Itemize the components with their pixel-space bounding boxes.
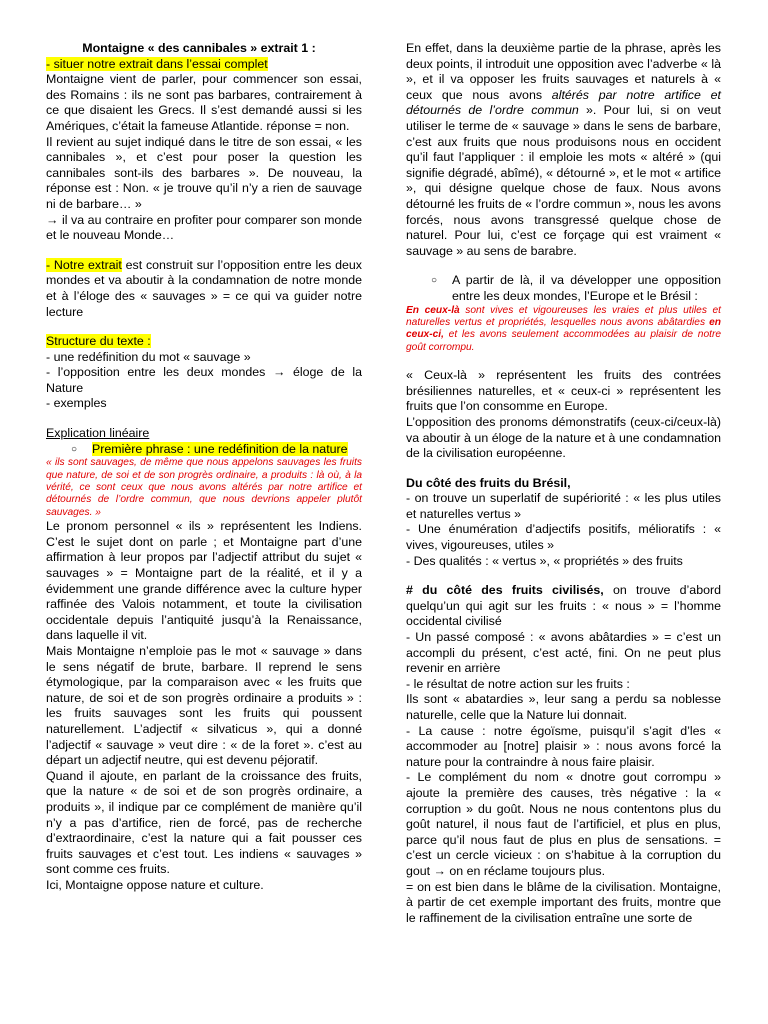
brazil-item: - Des qualités : « vertus », « propriétés » des fruits — [406, 553, 683, 568]
intro-paragraph-2: Il revient au sujet indiqué dans le titre de son essai, « les cannibales », et c’est pour poser la question les cannibales sont-ils des barbares ». De nouveau, la réponse est : Non. « je trouve qu’il n’y a rien de sauvage ni de barbare… » — [46, 134, 362, 211]
document-title: Montaigne « des cannibales » extrait 1 : — [82, 41, 316, 55]
brazil-item: - on trouve un superlatif de supériorité : « les plus utiles et naturelles vertus » — [406, 491, 721, 521]
civilised-item: Ils sont « abatardies », leur sang a perdu sa noblesse naturelle, celle que la Nature lui donnait. — [406, 692, 721, 722]
situate-heading: - situer notre extrait dans l’essai complet — [46, 56, 268, 71]
opposition-conclusion-paragraph: L’opposition des pronoms démonstratifs (ceux-ci/ceux-là) va aboutir à un éloge de la nature et à une condamnation de la civilisation européenne. — [406, 414, 721, 461]
analysis-paragraph-2: Mais Montaigne n’emploie pas le mot « sauvage » dans le sens négatif de brute, barbare. Il reprend le sens étymologique, par la comparaison avec « les fruits que nature, de soi et de son progrès ordinaire a produits » : les fruits sauvages sont les fruits qui poussent naturellement. L’adjectif « silvaticus », qui a donné l’adjectif « sauvage » veut dire : « de la foret ». c’est au départ un adjectif neutre, qui est devenu péjoratif. — [46, 644, 362, 768]
quote-2: En ceux-là sont vives et vigoureuses les vraies et plus utiles et naturelles vertus et propriétés, lesquelles nous avons abâtardies en ceux-ci, et les avons seulement accommodées au plaisir de notre goût corrompu. — [406, 304, 721, 353]
brazil-item: - Une énumération d’adjectifs positifs, mélioratifs : « vives, vigoureuses, utiles » — [406, 522, 721, 553]
brazil-heading: Du côté des fruits du Brésil, — [406, 475, 571, 490]
civilised-heading: # du côté des fruits civilisés, — [406, 583, 604, 598]
civilised-item: - Le complément du nom « dnotre gout corrompu » ajoute la première des causes, très négative : la « corruption » du goût. Nous ne nous contentons plus du goût naturel, il nous faut de l’artificiel, et plus en plus, parce qu’il nous faut de plus en plus de sensations. = c’est un cercle vicieux : on s’habitue à la corruption du gout → on en réclame toujours plus. — [406, 770, 721, 878]
civilised-item: - Un passé composé : « avons abâtardies » = c’est un accompli du présent, c’est acté, fini. On ne peut plus revenir en arrière — [406, 630, 721, 676]
circle-bullet-icon: ○ — [71, 443, 78, 455]
civilised-item: = on est bien dans le blâme de la civilisation. Montaigne, à partir de cet exemple important des fruits, montre que le raffinement de la civilisation entraîne une sorte de — [406, 879, 721, 925]
analysis-paragraph-3: Quand il ajoute, en parlant de la croissance des fruits, que la nature « de soi et de son progrès ordinaire, a produits », il indique par ce complément de manière qu’il n’y a pas d’artifice, rien de forcé, pas de recherche d’extraordinaire, c’est la nature qui a fait pousser ces fruits sauvages et c’est tout. Les indiens « sauvages » sont comme ces fruits. — [46, 768, 362, 877]
civilised-item: - le résultat de notre action sur les fruits : — [406, 676, 630, 691]
first-sentence-bullet: ○ Première phrase : une redéfinition de la nature — [71, 441, 348, 456]
civilised-item: - La cause : notre égoïsme, puisqu’il s’agit d’les « accommoder au [notre] plaisir » : nous avons forcé la nature pour la contraindre à nous faire plaisir. — [406, 723, 721, 769]
pronouns-paragraph: « Ceux-là » représentent les fruits des contrées brésiliennes naturelles, et « ceux-ci » représentent les fruits que l’on consomme en Europe. — [406, 368, 721, 414]
two-worlds-bullet: ○ A partir de là, il va développer une opposition entre les deux mondes, l’Europe et le Brésil : — [431, 273, 721, 303]
analysis-paragraph-1: Le pronom personnel « ils » représentent les Indiens. C’est le sujet dont on parle ; et Montaigne part d’une affirmation à leur propos par l’adjectif attribut du sujet « sauvages » = Montaigne part de la réalité, et il y a évidemment une grande différence avec la culture hyper raffinée des Valois notamment, et toute la civilisation occidentale depuis l’antiquité jusqu’à la Renaissance, dans laquelle il vit. — [46, 519, 362, 643]
civilised-paragraph: # du côté des fruits civilisés, on trouve d’abord quelqu’un qui agit sur les fruits : « nous » = l’homme occidental civilisé — [406, 583, 721, 629]
opposition-paragraph: En effet, dans la deuxième partie de la phrase, après les deux points, il introduit une opposition avec l’adverbe « là », et il va opposer les fruits sauvages et naturels à « ceux que nous avons altérés par notre artifice et détournés de l’ordre commun ». Pour lui, si on veut utiliser le terme de « sauvage » dans le sens de barbare, c’est aux fruits que nous produisons nous en occident qu’il faut l’appliquer : il emploie les mots « altéré » (qui signifie dégradé, abîmé), « détourné », et le mot « artifice », qui désigne quelque chose de faux. Nous avons détourné les fruits de « l’ordre commun », nous les avons forcés, nous avons transgressé quelque chose de naturel. Pour lui, c’est ce forçage qui est vraiment « sauvage » au sens de barabre. — [406, 41, 722, 258]
extract-label: - Notre extrait — [46, 257, 122, 272]
extract-paragraph: - Notre extrait est construit sur l’opposition entre les deux mondes et va aboutir à la condamnation de notre monde et à l’éloge des « sauvages » = ce qui va guider notre lecture — [46, 257, 362, 319]
structure-heading: Structure du texte : — [46, 334, 151, 349]
left-column — [46, 41, 362, 894]
quote-1: « ils sont sauvages, de même que nous appelons sauvages les fruits que nature, de soi et de son progrès ordinaire, a produits : là où, à la vérité, ce sont ceux que nous avons altérés par notre artifice et détournés de l’ordre commun, que nous devrions appeler plutôt sauvages. » — [46, 457, 362, 518]
intro-paragraph-1: Montaigne vient de parler, pour commencer son essai, des Romains : ils ne sont pas barbares, contrairement à ce que disaient les Grecs. Il s’est demandé aussi si les Amériques, c’était la fameuse Atlantide. réponse = non. — [46, 72, 362, 133]
analysis-paragraph-4: Ici, Montaigne oppose nature et culture. — [46, 877, 264, 892]
intro-paragraph-3: → il va au contraire en profiter pour comparer son monde et le nouveau Monde… — [46, 212, 362, 243]
structure-item: - exemples — [46, 396, 107, 411]
circle-bullet-icon: ○ — [431, 275, 438, 287]
right-column — [406, 41, 721, 926]
explication-heading: Explication linéaire — [46, 426, 150, 441]
structure-item: - une redéfinition du mot « sauvage » — [46, 349, 251, 364]
structure-item: - l’opposition entre les deux mondes → éloge de la Nature — [46, 365, 362, 395]
